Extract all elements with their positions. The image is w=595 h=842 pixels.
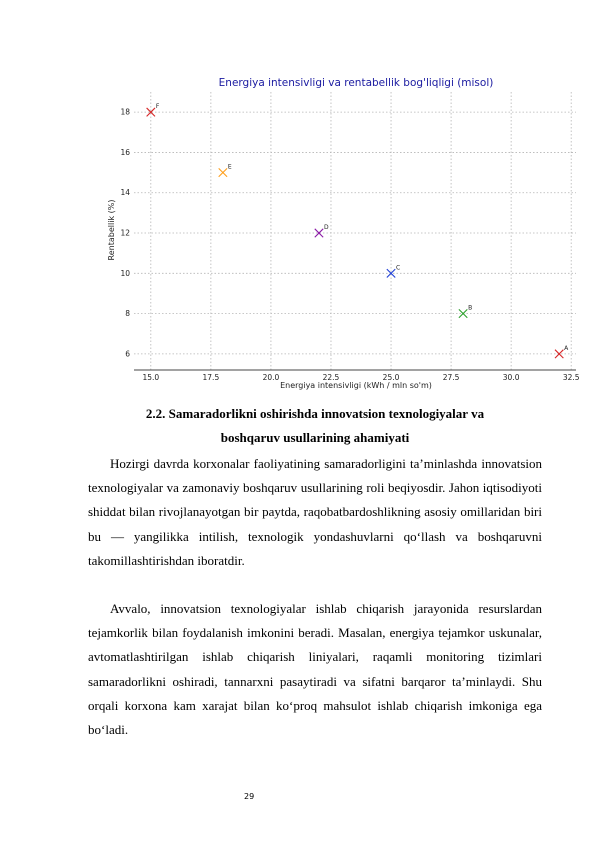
chart-marks (147, 103, 570, 358)
data-point-b (459, 305, 472, 318)
data-point-c (387, 264, 400, 277)
data-point-d (315, 224, 329, 237)
chart-y-axis-label: Rentabellik (%) (107, 199, 116, 261)
scatter-chart (100, 70, 580, 390)
y-tick-label: 16 (120, 147, 130, 157)
x-tick-label: 32.5 (562, 373, 580, 382)
paragraph-1: Hozirgi davrda korxonalar faoliyatining samaradorligini ta’minlashda innovatsion texnologiyalar va zamonaviy boshqaruv usullarining roli beqiyosdir. Jahon iqtisodiyoti shiddat bilan rivojlanayotgan bir paytda, raqobatbardoshlikning asosiy omillaridan biri bu — yangilikka intilish, texnologik yondashuvlarni qo‘llash va boshqaruvni takomillashtirishdan iboratdir. (88, 456, 542, 568)
chart-title: Energiya intensivligi va rentabellik bog'liqligi (misol) (218, 77, 494, 89)
chart-grid (134, 92, 576, 370)
y-tick-label: 14 (120, 188, 130, 198)
x-tick-label: 15.0 (142, 373, 160, 382)
point-label: E (227, 163, 232, 171)
x-tick-label: 30.0 (502, 373, 520, 382)
paragraph-2: Avvalo, innovatsion texnologiyalar ishlab chiqarish jarayonida resurslardan tejamkorlik bilan foydalanish imkonini beradi. Masalan, energiya tejamkor uskunalar, avtomatlashtirilgan ishlab chiqarish liniyalari, raqamli monitoring tizimlari samaradorlikni oshiradi, tannarxni pasaytiradi va sifatni barqaror ta’minlaydi. Shu orqali korxona kam xarajat bilan ko‘proq mahsulot ishlab chiqarish imkoniga ega bo‘ladi. (88, 601, 542, 738)
point-label: F (155, 103, 160, 111)
x-tick-label: 17.5 (202, 373, 220, 382)
section-heading-line-2: boshqaruv usullarining ahamiyati (220, 430, 410, 445)
y-tick-label: 12 (120, 228, 130, 238)
x-tick-label: 22.5 (322, 373, 340, 382)
x-tick-label: 27.5 (442, 373, 460, 382)
point-label: A (564, 344, 569, 352)
x-tick-label: 20.0 (262, 373, 280, 382)
data-point-e (219, 164, 232, 177)
point-label: B (468, 304, 473, 312)
y-tick-label: 18 (120, 107, 130, 117)
data-point-a (555, 345, 569, 358)
section-heading-line-1: 2.2. Samaradorlikni oshirishda innovatsion texnologiyalar va (145, 406, 485, 421)
y-tick-label: 10 (120, 268, 130, 278)
y-tick-label: 6 (125, 349, 130, 359)
page-number: 29 (244, 792, 255, 801)
y-tick-label: 8 (125, 309, 130, 319)
chart-svg (100, 70, 580, 390)
point-label: D (323, 224, 329, 232)
data-point-f (147, 103, 160, 116)
chart-x-axis-label: Energiya intensivligi (kWh / mln so'm) (280, 381, 432, 390)
x-tick-label: 25.0 (382, 373, 400, 382)
point-label: C (396, 264, 401, 272)
